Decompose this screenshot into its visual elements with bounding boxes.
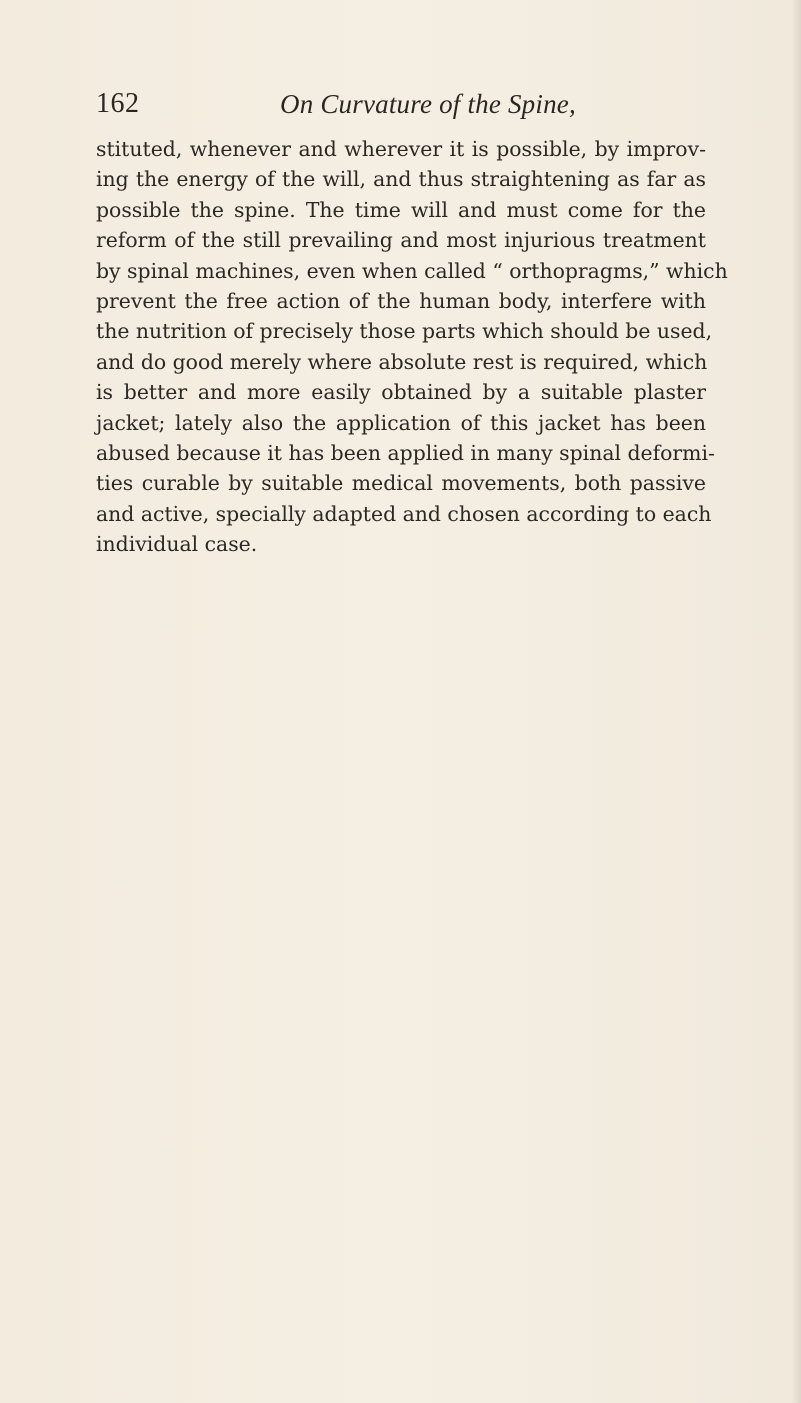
page-edge-shadow	[791, 0, 801, 1403]
page-number: 162	[96, 88, 140, 119]
text-line-13: and active, specially adapted and chosen according to each	[96, 501, 712, 526]
running-title: On Curvature of the Spine,	[280, 89, 576, 119]
text-line-1: stituted, whenever and wherever it is possible, by improv-	[96, 137, 706, 161]
body-paragraph	[96, 134, 728, 559]
text-line-10: jacket; lately also the application of this jacket has been	[96, 410, 706, 435]
text-line-12: ties curable by suitable medical movements, both passive	[96, 471, 706, 496]
text-line-11: abused because it has been applied in many spinal deformi-	[96, 440, 715, 465]
text-line-9: is better and more easily obtained by a suitable plaster	[96, 380, 706, 405]
text-line-6: prevent the free action of the human body, interfere with	[96, 288, 706, 313]
text-line-7: the nutrition of precisely those parts which should be used,	[96, 319, 713, 344]
text-line-2: ing the energy of the will, and thus straightening as far as	[96, 167, 706, 192]
text-line-3: possible the spine. The time will and must come for the	[96, 197, 706, 222]
text-line-5: by spinal machines, even when called “ orthopragms,” which	[96, 258, 728, 283]
text-line-8: and do good merely where absolute rest is required, which	[96, 349, 708, 374]
text-line-4: reform of the still prevailing and most injurious treatment	[96, 228, 706, 253]
running-head	[96, 86, 716, 122]
text-line-14: individual case.	[96, 532, 258, 557]
